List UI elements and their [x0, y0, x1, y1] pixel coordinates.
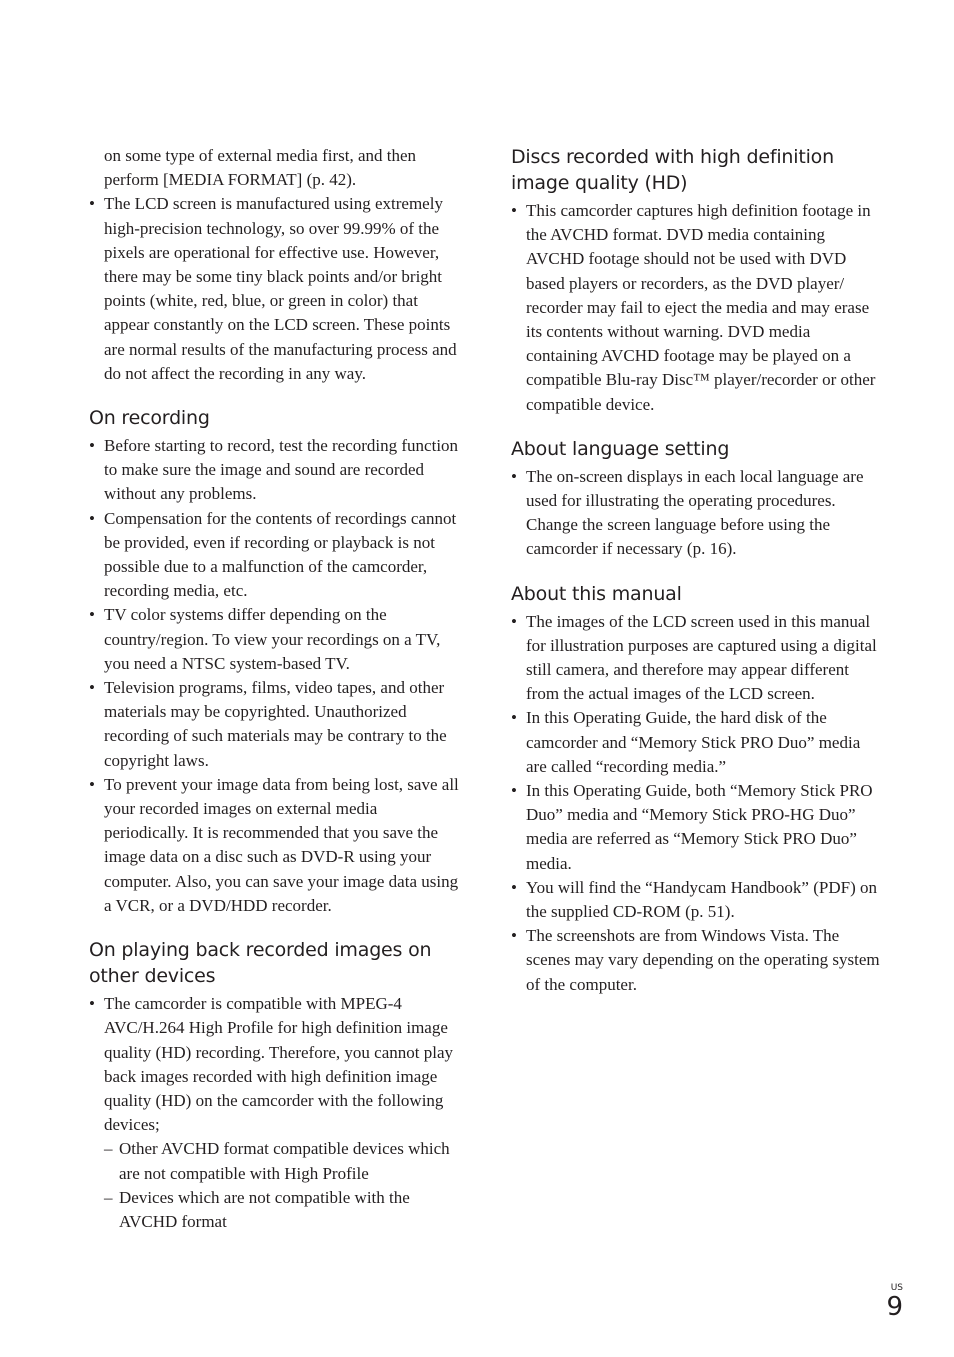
list-item: • This camcorder captures high definition footage in the AVCHD format. DVD media containing AVCHD footage should not be used with DVD based players or recorders, as the DVD player/ recorder may fail to eject the media and may erase its contents without warning. DVD media containing AVCHD footage may be played on a compatible Blu-ray Disc™ player/recorder or other compatible device.: [511, 199, 883, 417]
sub-list-item: – Other AVCHD format compatible devices which are not compatible with High Profile: [104, 1137, 461, 1185]
sub-list-item: – Devices which are not compatible with the AVCHD format: [104, 1186, 461, 1234]
page-number: 9: [886, 1292, 903, 1322]
intro-continuation: on some type of external media first, and then perform [MEDIA FORMAT] (p. 42).: [104, 146, 417, 190]
list-item: • You will find the “Handycam Handbook” (PDF) on the supplied CD-ROM (p. 51).: [511, 876, 883, 924]
list-item: • TV color systems differ depending on the country/region. To view your recordings on a TV, you need a NTSC system-based TV.: [89, 603, 461, 676]
list-item: • In this Operating Guide, both “Memory Stick PRO Duo” media and “Memory Stick PRO-HG Duo” media are referred as “Memory Stick PRO Duo” media.: [511, 779, 883, 876]
list-item: • Television programs, films, video tapes, and other materials may be copyrighted. Unauthorized recording of such materials may be contrary to the copyright laws.: [89, 676, 461, 773]
right-column: [511, 144, 883, 997]
list-item: [89, 992, 461, 1234]
on-recording-list: [89, 434, 461, 918]
list-item: • The images of the LCD screen used in this manual for illustration purposes are captured using a digital still camera, and therefore may appear different from the actual images of the LCD screen.: [511, 610, 883, 707]
device-sub-list: [104, 1137, 461, 1234]
list-item: • To prevent your image data from being lost, save all your recorded images on external media periodically. It is recommended that you save the image data on a disc such as DVD-R using your computer. Also, you can save your image data using a VCR, or a DVD/HDD recorder.: [89, 773, 461, 918]
section-heading-on-playing-back: On playing back recorded images on other devices: [89, 939, 432, 988]
playing-back-list: [89, 992, 461, 1234]
section-heading-on-recording: On recording: [89, 407, 210, 430]
page-footer: [886, 1283, 903, 1321]
left-column: [89, 144, 461, 1234]
list-item: • The LCD screen is manufactured using extremely high-precision technology, so over 99.99% of the pixels are operational for effective use. However, there may be some tiny black points and/or bright points (white, red, blue, or green in color) that appear constantly on the LCD screen. These points are normal results of the manufacturing process and do not affect the recording in any way.: [89, 192, 461, 386]
region-code: US: [890, 1283, 903, 1293]
list-item: • The on-screen displays in each local language are used for illustrating the operating procedures. Change the screen language before using the camcorder if necessary (p. 16).: [511, 465, 883, 562]
section-heading-language-setting: About language setting: [511, 437, 730, 460]
language-setting-list: [511, 465, 883, 562]
list-item: • In this Operating Guide, the hard disk of the camcorder and “Memory Stick PRO Duo” media are called “recording media.”: [511, 706, 883, 779]
intro-bullet-list: [89, 192, 461, 386]
section-heading-discs-recorded: Discs recorded with high definition image quality (HD): [511, 146, 834, 194]
list-item: • The screenshots are from Windows Vista. The scenes may vary depending on the operating system of the computer.: [511, 924, 883, 997]
list-item-text: The camcorder is compatible with MPEG-4 AVC/H.264 High Profile for high definition image quality (HD) recording. Therefore, you cannot play back images recorded with high definition image quality (HD) on the camcorder with the following devices;: [104, 994, 454, 1135]
list-item: • Before starting to record, test the recording function to make sure the image and sound are recorded without any problems.: [89, 434, 461, 507]
discs-recorded-list: [511, 199, 883, 417]
this-manual-list: [511, 610, 883, 997]
section-heading-this-manual: About this manual: [511, 582, 682, 605]
list-item: • Compensation for the contents of recordings cannot be provided, even if recording or playback is not possible due to a malfunction of the camcorder, recording media, etc.: [89, 507, 461, 604]
